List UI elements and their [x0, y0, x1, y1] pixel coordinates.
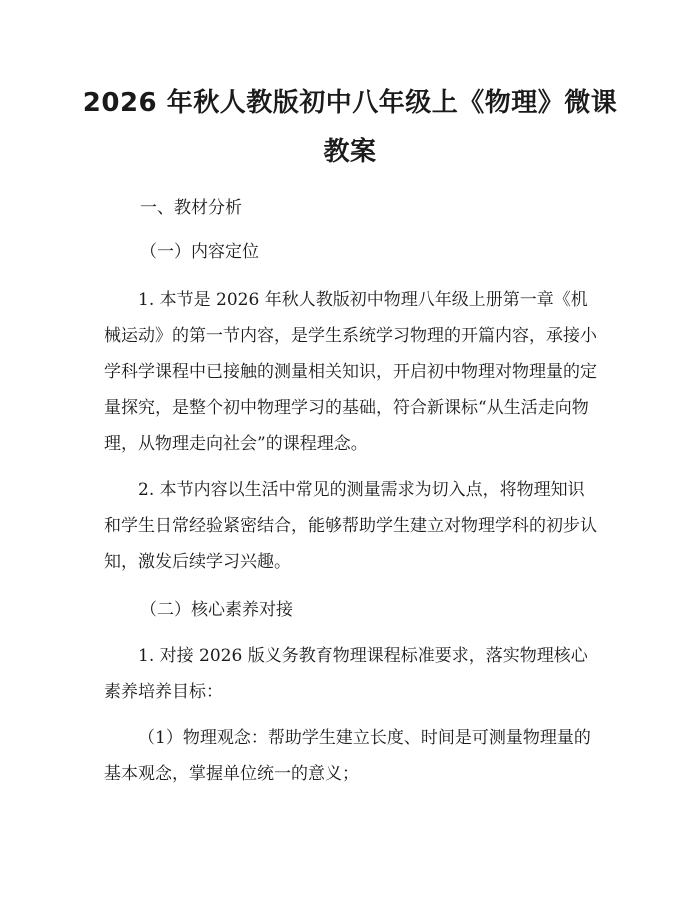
section-heading-teaching-material-analysis: 一、教材分析 [140, 198, 242, 218]
paragraph-4-text: （1）物理观念：帮助学生建立长度、时间是可测量物理量的基本观念，掌握单位统一的意义； [104, 728, 591, 784]
paragraph-1-text: 1. 本节是 2026 年秋人教版初中物理八年级上册第一章《机械运动》的第一节内容，是学生系统学习物理的开篇内容，承接小学科学课程中已接触的测量相关知识，开启初中物理对物理量的定量探究，是整个初中物理学习的基础，符合新课标“从生活走向物理，从物理走向社会”的课程理念。 [104, 290, 597, 454]
paragraph-3 [104, 638, 600, 710]
document-title-line1: 2026 年秋人教版初中八年级上《物理》微课 [82, 88, 618, 118]
document-title-line2: 教案 [323, 137, 377, 167]
paragraph-3-text: 1. 对接 2026 版义务教育物理课程标准要求，落实物理核心素养培养目标： [104, 646, 588, 702]
subsection-heading-content-positioning: （一）内容定位 [140, 242, 259, 262]
paragraph-1 [104, 282, 600, 462]
paragraph-4 [104, 720, 600, 792]
paragraph-2 [104, 472, 600, 580]
paragraph-2-text: 2. 本节内容以生活中常见的测量需求为切入点，将物理知识和学生日常经验紧密结合，能够帮助学生建立对物理学科的初步认知，激发后续学习兴趣。 [104, 480, 597, 572]
subsection-heading-core-literacy: （二）核心素养对接 [140, 600, 293, 620]
